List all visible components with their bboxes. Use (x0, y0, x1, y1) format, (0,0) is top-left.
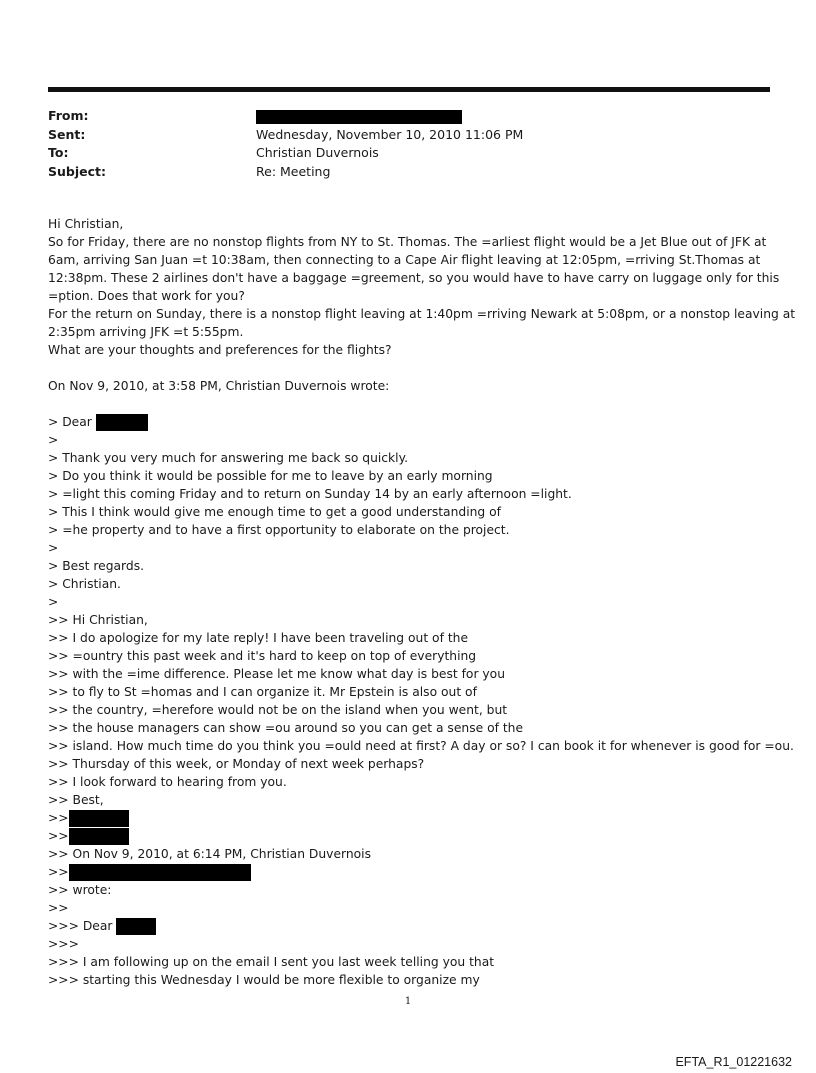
body-line (48, 557, 778, 575)
body-line-text: Hi Christian, (48, 217, 124, 231)
body-line (48, 899, 778, 917)
body-line-text: >> I do apologize for my late reply! I have been traveling out of the (48, 631, 469, 645)
body-line (48, 287, 778, 305)
body-line (48, 773, 778, 791)
body-line-text: >> Thursday of this week, or Monday of next week perhaps? (48, 757, 425, 771)
body-line-text: What are your thoughts and preferences for the flights? (48, 343, 392, 357)
body-line-text: > Do you think it would be possible for me to leave by an early morning (48, 469, 493, 483)
body-line (48, 341, 778, 359)
bates-stamp: EFTA_R1_01221632 (675, 1055, 792, 1069)
redaction-bar (69, 864, 251, 881)
from-value (256, 107, 770, 126)
body-line (48, 647, 778, 665)
body-line (48, 683, 778, 701)
body-line (48, 845, 778, 863)
redaction-bar (69, 828, 129, 845)
body-line (48, 755, 778, 773)
body-line (48, 701, 778, 719)
body-line-text: For the return on Sunday, there is a nonstop flight leaving at 1:40pm =rriving Newark at 5:08pm, or a nonstop leaving at (48, 307, 796, 321)
body-line-text: >> to fly to St =homas and I can organize it. Mr Epstein is also out of (48, 685, 477, 699)
body-line-text: >>> starting this Wednesday I would be more flexible to organize my (48, 973, 480, 987)
body-line-text: >> Hi Christian, (48, 613, 148, 627)
body-line (48, 377, 778, 395)
body-line-text: >> Best, (48, 793, 104, 807)
from-row (48, 107, 770, 126)
body-line (48, 485, 778, 503)
body-line-text: 2:35pm arriving JFK =t 5:55pm. (48, 325, 244, 339)
body-line-text: 12:38pm. These 2 airlines don't have a baggage =greement, so you would have to have carry on luggage only for this (48, 271, 780, 285)
body-line (48, 431, 778, 449)
to-value: Christian Duvernois (256, 145, 379, 160)
body-line (48, 971, 778, 989)
sent-row (48, 126, 770, 145)
body-line (48, 593, 778, 611)
body-line-text: >> (48, 811, 69, 825)
body-line-text: > (48, 595, 59, 609)
body-line-text: >> I look forward to hearing from you. (48, 775, 287, 789)
body-line (48, 305, 796, 323)
subject-value: Re: Meeting (256, 163, 331, 179)
body-line (48, 395, 778, 413)
body-line-text: >> with the =ime difference. Please let me know what day is best for you (48, 667, 506, 681)
body-line-text: On Nov 9, 2010, at 3:58 PM, Christian Duvernois wrote: (48, 379, 390, 393)
redaction-bar (116, 918, 156, 935)
body-line (48, 953, 778, 971)
body-line (48, 323, 778, 341)
body-line (48, 413, 778, 431)
body-line (48, 467, 778, 485)
body-line (48, 881, 778, 899)
body-line (48, 251, 778, 269)
body-line-text: >> wrote: (48, 883, 112, 897)
body-line-text: >>> Dear (48, 919, 117, 933)
subject-row (48, 163, 770, 182)
body-line (48, 539, 778, 557)
body-line (48, 737, 794, 755)
redaction-bar (96, 414, 148, 431)
body-line-text: >> =ountry this past week and it's hard to keep on top of everything (48, 649, 477, 663)
page-number: 1 (404, 996, 412, 1007)
body-line (48, 935, 778, 953)
body-line-text: > Christian. (48, 577, 121, 591)
body-line (48, 629, 778, 647)
body-line-text: > Thank you very much for answering me back so quickly. (48, 451, 409, 465)
body-line-text: > =he property and to have a first opportunity to elaborate on the project. (48, 523, 510, 537)
body-line-text: > Dear (48, 415, 96, 429)
body-line (48, 827, 778, 845)
from-label: From: (48, 108, 89, 123)
body-line (48, 863, 778, 881)
body-line-text: > (48, 541, 59, 555)
body-line-text: >> (48, 865, 69, 879)
redaction-bar (69, 810, 129, 827)
body-line-text: >> the house managers can show =ou around so you can get a sense of the (48, 721, 524, 735)
body-line-text: >>> (48, 937, 79, 951)
body-line-text: > This I think would give me enough time to get a good understanding of (48, 505, 501, 519)
body-line-text: >> On Nov 9, 2010, at 6:14 PM, Christian Duvernois (48, 847, 372, 861)
body-line (48, 611, 778, 629)
body-line-text: >>> I am following up on the email I sent you last week telling you that (48, 955, 495, 969)
body-line-text: =ption. Does that work for you? (48, 289, 245, 303)
body-line (48, 449, 778, 467)
email-header (48, 107, 770, 181)
body-line (48, 575, 778, 593)
body-line (48, 791, 778, 809)
body-line (48, 215, 778, 233)
redaction-bar (256, 110, 462, 124)
header-rule (48, 87, 770, 92)
body-line-text: > =light this coming Friday and to return on Sunday 14 by an early afternoon =light. (48, 487, 572, 501)
body-line-text: So for Friday, there are no nonstop flights from NY to St. Thomas. The =arliest flight would be a Jet Blue out of JFK at (48, 235, 767, 249)
body-line-text: >> the country, =herefore would not be on the island when you went, but (48, 703, 508, 717)
body-line (48, 233, 778, 251)
body-line-text: >> (48, 901, 69, 915)
to-label: To: (48, 145, 69, 160)
body-line (48, 719, 778, 737)
body-line-text: >> (48, 829, 69, 843)
body-line (48, 521, 778, 539)
body-line (48, 503, 778, 521)
body-line (48, 359, 778, 377)
body-line-text: >> island. How much time do you think you =ould need at first? A day or so? I can book it for whenever is good for =ou. (48, 739, 794, 753)
body-line (48, 917, 778, 935)
to-row (48, 144, 770, 163)
sent-label: Sent: (48, 126, 86, 142)
email-body (48, 215, 796, 989)
body-line-text: 6am, arriving San Juan =t 10:38am, then connecting to a Cape Air flight leaving at 12:05pm, =rriving St.Thomas at (48, 253, 761, 267)
body-line-text: > (48, 433, 59, 447)
body-line (48, 809, 778, 827)
body-line (48, 269, 778, 287)
sent-value: Wednesday, November 10, 2010 11:06 PM (256, 126, 524, 142)
body-line-text: > Best regards. (48, 559, 145, 573)
subject-label: Subject: (48, 163, 106, 179)
body-line (48, 665, 778, 683)
